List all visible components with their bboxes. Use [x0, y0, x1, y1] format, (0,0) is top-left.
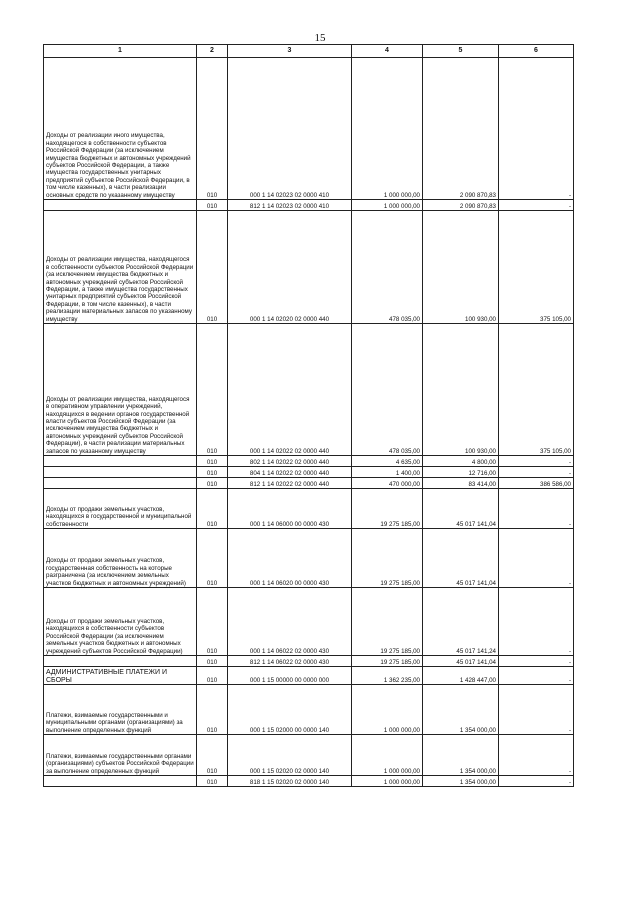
budget-classification-code-cell: 000 1 14 06000 00 0000 430	[228, 489, 352, 529]
table-row	[44, 667, 574, 685]
revenue-name-cell	[44, 776, 197, 787]
approved-amount-cell: 19 275 185,00	[352, 529, 423, 588]
table-row	[44, 588, 574, 656]
budget-classification-code-cell: 818 1 15 02020 02 0000 140	[228, 776, 352, 787]
executed-amount-cell: 2 090 870,83	[423, 200, 499, 211]
budget-classification-code-cell: 000 1 14 06022 02 0000 430	[228, 588, 352, 656]
revenue-name-cell: АДМИНИСТРАТИВНЫЕ ПЛАТЕЖИ И СБОРЫ	[44, 667, 197, 685]
executed-amount-cell: 2 090 870,83	[423, 58, 499, 200]
approved-amount-cell: 19 275 185,00	[352, 588, 423, 656]
revenue-name-cell	[44, 478, 197, 489]
unexecuted-amount-cell: -	[499, 529, 574, 588]
line-code-cell: 010	[197, 656, 228, 667]
revenue-name-cell: Доходы от продажи земельных участков, государственная собственность на которые разграничена (за исключением земельных участков бюджетных и автономных учреждений)	[44, 529, 197, 588]
revenue-name-cell: Доходы от реализации иного имущества, находящегося в собственности субъектов Российской Федерации (за исключением имущества бюджетных и автономных учреждений субъектов Российской Федерации, а также имущества государственных унитарных предприятий субъектов Российской Федерации, в том числе казенных), в части реализации основных средств по указанному имуществу	[44, 58, 197, 200]
unexecuted-amount-cell: -	[499, 656, 574, 667]
table-row	[44, 478, 574, 489]
budget-classification-code-cell: 812 1 14 02023 02 0000 410	[228, 200, 352, 211]
executed-amount-cell: 83 414,00	[423, 478, 499, 489]
approved-amount-cell: 1 000 000,00	[352, 735, 423, 776]
line-code-cell: 010	[197, 735, 228, 776]
executed-amount-cell: 4 800,00	[423, 456, 499, 467]
table-row	[44, 735, 574, 776]
revenue-name-cell: Платежи, взимаемые государственными органами (организациями) субъектов Российской Федерации за выполнение определенных функций	[44, 735, 197, 776]
revenue-name-cell: Доходы от продажи земельных участков, находящихся в собственности субъектов Российской Федерации (за исключением земельных участков бюджетных и автономных учреждений субъектов Российской Федерации)	[44, 588, 197, 656]
revenue-name-cell	[44, 467, 197, 478]
budget-classification-code-cell: 000 1 14 02023 02 0000 410	[228, 58, 352, 200]
budget-classification-code-cell: 812 1 14 06022 02 0000 430	[228, 656, 352, 667]
unexecuted-amount-cell: -	[499, 588, 574, 656]
line-code-cell: 010	[197, 456, 228, 467]
line-code-cell: 010	[197, 200, 228, 211]
approved-amount-cell: 1 000 000,00	[352, 776, 423, 787]
unexecuted-amount-cell: -	[499, 489, 574, 529]
budget-classification-code-cell: 000 1 14 02022 02 0000 440	[228, 324, 352, 456]
executed-amount-cell: 1 354 000,00	[423, 776, 499, 787]
line-code-cell: 010	[197, 776, 228, 787]
table-row	[44, 776, 574, 787]
line-code-cell: 010	[197, 467, 228, 478]
line-code-cell: 010	[197, 324, 228, 456]
budget-classification-code-cell: 812 1 14 02022 02 0000 440	[228, 478, 352, 489]
executed-amount-cell: 45 017 141,24	[423, 588, 499, 656]
executed-amount-cell: 100 930,00	[423, 324, 499, 456]
unexecuted-amount-cell: -	[499, 735, 574, 776]
table-row	[44, 656, 574, 667]
table-row	[44, 529, 574, 588]
executed-amount-cell: 1 354 000,00	[423, 685, 499, 735]
unexecuted-amount-cell: -	[499, 667, 574, 685]
table-row	[44, 489, 574, 529]
table-row	[44, 456, 574, 467]
unexecuted-amount-cell: -	[499, 685, 574, 735]
table-row	[44, 211, 574, 324]
table-row	[44, 200, 574, 211]
unexecuted-amount-cell: -	[499, 200, 574, 211]
executed-amount-cell: 1 428 447,00	[423, 667, 499, 685]
approved-amount-cell: 4 635,00	[352, 456, 423, 467]
approved-amount-cell: 1 362 235,00	[352, 667, 423, 685]
table-row	[44, 58, 574, 200]
budget-classification-code-cell: 000 1 15 02020 02 0000 140	[228, 735, 352, 776]
executed-amount-cell: 45 017 141,04	[423, 489, 499, 529]
unexecuted-amount-cell: -	[499, 776, 574, 787]
approved-amount-cell: 478 035,00	[352, 211, 423, 324]
line-code-cell: 010	[197, 478, 228, 489]
approved-amount-cell: 478 035,00	[352, 324, 423, 456]
revenue-name-cell	[44, 656, 197, 667]
column-header: 2	[197, 45, 228, 58]
table-row	[44, 324, 574, 456]
executed-amount-cell: 1 354 000,00	[423, 735, 499, 776]
page-number: 15	[314, 32, 326, 44]
unexecuted-amount-cell: 375 105,00	[499, 324, 574, 456]
column-header: 5	[423, 45, 499, 58]
line-code-cell: 010	[197, 667, 228, 685]
executed-amount-cell: 45 017 141,04	[423, 529, 499, 588]
budget-classification-code-cell: 000 1 15 00000 00 0000 000	[228, 667, 352, 685]
unexecuted-amount-cell: -	[499, 58, 574, 200]
line-code-cell: 010	[197, 58, 228, 200]
budget-classification-code-cell: 802 1 14 02022 02 0000 440	[228, 456, 352, 467]
line-code-cell: 010	[197, 685, 228, 735]
budget-classification-code-cell: 000 1 14 06020 00 0000 430	[228, 529, 352, 588]
line-code-cell: 010	[197, 489, 228, 529]
approved-amount-cell: 1 000 000,00	[352, 58, 423, 200]
unexecuted-amount-cell: 386 586,00	[499, 478, 574, 489]
unexecuted-amount-cell: -	[499, 456, 574, 467]
approved-amount-cell: 1 400,00	[352, 467, 423, 478]
column-header: 6	[499, 45, 574, 58]
budget-classification-code-cell: 804 1 14 02022 02 0000 440	[228, 467, 352, 478]
executed-amount-cell: 12 716,00	[423, 467, 499, 478]
column-number-row	[44, 45, 574, 58]
table-row	[44, 467, 574, 478]
revenue-name-cell: Платежи, взимаемые государственными и муниципальными органами (организациями) за выполнение определенных функций	[44, 685, 197, 735]
approved-amount-cell: 470 000,00	[352, 478, 423, 489]
line-code-cell: 010	[197, 529, 228, 588]
approved-amount-cell: 19 275 185,00	[352, 489, 423, 529]
budget-classification-code-cell: 000 1 15 02000 00 0000 140	[228, 685, 352, 735]
approved-amount-cell: 1 000 000,00	[352, 200, 423, 211]
column-header: 3	[228, 45, 352, 58]
table-row	[44, 685, 574, 735]
column-header: 1	[44, 45, 197, 58]
column-header: 4	[352, 45, 423, 58]
approved-amount-cell: 1 000 000,00	[352, 685, 423, 735]
revenue-name-cell: Доходы от реализации имущества, находящегося в собственности субъектов Российской Федерации (за исключением имущества бюджетных и автономных учреждений субъектов Российской Федерации, а также имущества государственных унитарных предприятий субъектов Российской Федерации, в том числе казенных), в части реализации материальных запасов по указанному имуществу	[44, 211, 197, 324]
revenue-table	[43, 44, 574, 787]
budget-classification-code-cell: 000 1 14 02020 02 0000 440	[228, 211, 352, 324]
unexecuted-amount-cell: -	[499, 467, 574, 478]
revenue-name-cell: Доходы от продажи земельных участков, находящихся в государственной и муниципальной собственности	[44, 489, 197, 529]
executed-amount-cell: 45 017 141,04	[423, 656, 499, 667]
revenue-name-cell	[44, 200, 197, 211]
line-code-cell: 010	[197, 211, 228, 324]
line-code-cell: 010	[197, 588, 228, 656]
executed-amount-cell: 100 930,00	[423, 211, 499, 324]
unexecuted-amount-cell: 375 105,00	[499, 211, 574, 324]
revenue-name-cell: Доходы от реализации имущества, находящегося в оперативном управлении учреждений, находящихся в ведении органов государственной власти субъектов Российской Федерации (за исключением имущества бюджетных и автономных учреждений субъектов Российской Федерации), в части реализации материальных запасов по указанному имуществу	[44, 324, 197, 456]
revenue-name-cell	[44, 456, 197, 467]
approved-amount-cell: 19 275 185,00	[352, 656, 423, 667]
